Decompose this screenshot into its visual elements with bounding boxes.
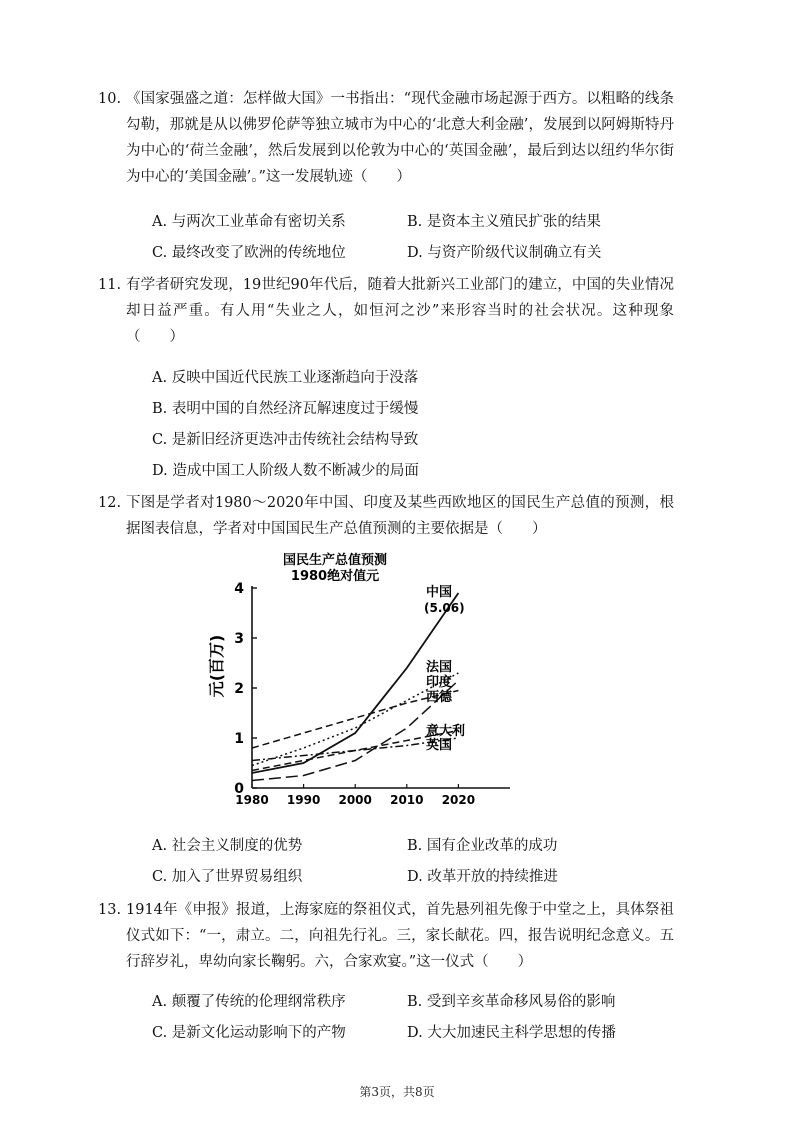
y-tick-label: 0 xyxy=(234,781,244,797)
y-tick-label: 2 xyxy=(234,681,244,697)
option-c[interactable]: C. 最终改变了欧洲的传统地位 xyxy=(152,245,346,261)
y-axis-label: 元(百万) xyxy=(207,634,226,698)
option-b[interactable]: B. 表明中国的自然经济瓦解速度过于缓慢 xyxy=(152,401,419,417)
option-c[interactable]: C. 是新旧经济更迭冲击传统社会结构导致 xyxy=(152,432,419,448)
option-d[interactable]: D. 大大加速民主科学思想的传播 xyxy=(407,1025,616,1041)
option-b[interactable]: B. 受到辛亥革命移风易俗的影响 xyxy=(407,994,616,1010)
series-label: 英国 xyxy=(426,738,453,753)
option-b[interactable]: B. 国有企业改革的成功 xyxy=(407,838,558,854)
x-tick-label: 2010 xyxy=(390,793,424,807)
option-d[interactable]: D. 改革开放的持续推进 xyxy=(407,869,558,885)
x-tick-label: 2000 xyxy=(338,793,372,807)
series-extra-label: (5.06) xyxy=(424,601,465,615)
chart-series-labels xyxy=(424,584,465,753)
option-c[interactable]: C. 加入了世界贸易组织 xyxy=(152,869,303,885)
question-number: 12. xyxy=(98,495,122,511)
option-a[interactable]: A. 与两次工业革命有密切关系 xyxy=(152,214,346,230)
gnp-forecast-chart xyxy=(200,548,530,813)
series-label: 中国 xyxy=(426,585,453,600)
series-label: 西德 xyxy=(426,690,453,705)
series-label: 法国 xyxy=(426,660,453,675)
series-label: 印度 xyxy=(426,675,453,690)
x-tick-label: 2020 xyxy=(441,793,476,807)
chart-title: 国民生产总值预测 xyxy=(282,553,388,568)
question-11 xyxy=(98,272,674,350)
option-d[interactable]: D. 造成中国工人阶级人数不断减少的局面 xyxy=(152,463,419,479)
option-b[interactable]: B. 是资本主义殖民扩张的结果 xyxy=(407,214,601,230)
y-tick-label: 3 xyxy=(234,631,244,647)
option-a[interactable]: A. 颠覆了传统的伦理纲常秩序 xyxy=(152,994,346,1010)
option-d[interactable]: D. 与资产阶级代议制确立有关 xyxy=(407,245,602,261)
question-stem: 1914年《申报》报道，上海家庭的祭祖仪式，首先悬列祖先像于中堂之上，具体祭祖仪式如下：“一，肃立。二，向祖先行礼。三，家长献花。四，报告说明纪念意义。五行辞岁礼，卑幼向家长鞠躬。六，合家欢宴。”这一仪式（ ） xyxy=(126,902,674,970)
chart-subtitle: 1980绝对值元 xyxy=(290,569,380,584)
question-number: 10. xyxy=(98,91,122,107)
y-tick-label: 4 xyxy=(234,581,244,597)
chart-y-label xyxy=(207,635,226,698)
series-label: 意大利 xyxy=(426,724,466,739)
question-12 xyxy=(98,490,674,542)
question-13 xyxy=(98,897,674,975)
option-a[interactable]: A. 反映中国近代民族工业逐渐趋向于没落 xyxy=(152,370,419,386)
option-c[interactable]: C. 是新文化运动影响下的产物 xyxy=(152,1025,346,1041)
question-10 xyxy=(98,86,674,190)
question-stem: 有学者研究发现，19世纪90年代后，随着大批新兴工业部门的建立，中国的失业情况却日益严重。有人用“失业之人，如恒河之沙”来形容当时的社会状况。这种现象（ ） xyxy=(126,277,674,345)
chart-axes xyxy=(252,586,510,788)
question-number: 13. xyxy=(98,902,122,918)
question-stem: 《国家强盛之道：怎样做大国》一书指出：“现代金融市场起源于西方。以粗略的线条勾勒，那就是从以佛罗伦萨等独立城市为中心的‘北意大利金融’，发展到以阿姆斯特丹为中心的‘荷兰金融’，然后发展到以伦敦为中心的‘英国金融’，最后到达以纽约华尔街为中心的‘美国金融’。”这一发展轨迹（ ） xyxy=(126,91,674,185)
page-footer: 第3页，共8页 xyxy=(359,1085,435,1099)
x-tick-label: 1980 xyxy=(235,793,269,807)
x-tick-label: 1990 xyxy=(286,793,321,807)
question-stem: 下图是学者对1980～2020年中国、印度及某些西欧地区的国民生产总值的预测，根据图表信息，学者对中国国民生产总值预测的主要依据是（ ） xyxy=(126,495,674,537)
option-a[interactable]: A. 社会主义制度的优势 xyxy=(152,838,303,854)
question-number: 11. xyxy=(98,277,122,293)
y-tick-label: 1 xyxy=(234,731,244,747)
